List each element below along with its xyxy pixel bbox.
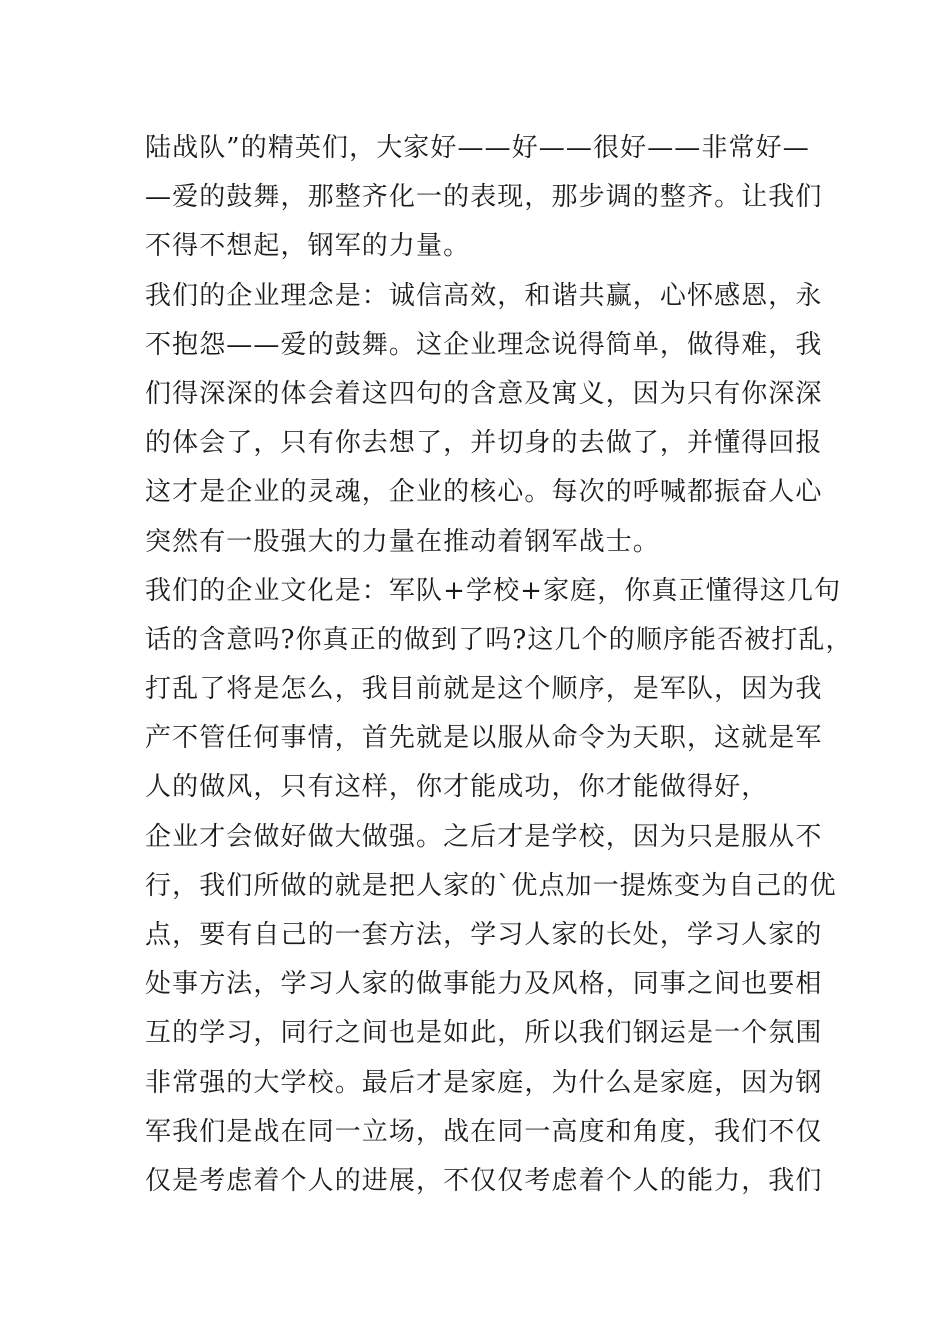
text-line: 我们的企业文化是：军队+学校+家庭，你真正懂得这几句	[145, 575, 842, 606]
text-line: 非常强的大学校。最后才是家庭，为什么是家庭，因为钢	[145, 1067, 823, 1098]
text-line: 突然有一股强大的力量在推动着钢军战士。	[145, 526, 660, 557]
text-line: 人的做风，只有这样，你才能成功，你才能做得好，	[145, 772, 769, 803]
text-line: 产不管任何事情，首先就是以服从命令为天职，这就是军	[145, 723, 823, 754]
text-line: 们得深深的体会着这四句的含意及寓义，因为只有你深深	[145, 378, 823, 409]
text-line: 企业才会做好做大做强。之后才是学校，因为只是服从不	[145, 821, 823, 852]
text-line: 点，要有自己的一套方法，学习人家的长处，学习人家的	[145, 920, 823, 950]
body-text	[145, 124, 853, 1206]
text-line: —爱的鼓舞，那整齐化一的表现，那步调的整齐。让我们	[145, 182, 823, 213]
text-line: 行，我们所做的就是把人家的`优点加一提炼变为自己的优	[145, 870, 837, 901]
text-line: 不抱怨——爱的鼓舞。这企业理念说得简单，做得难，我	[145, 329, 823, 360]
text-line: 不得不想起，钢军的力量。	[145, 231, 471, 262]
text-line: 的体会了，只有你去想了，并切身的去做了，并懂得回报	[145, 428, 823, 459]
text-line: 处事方法，学习人家的做事能力及风格，同事之间也要相	[145, 969, 823, 1000]
text-line: 打乱了将是怎么，我目前就是这个顺序，是军队，因为我	[145, 674, 823, 705]
text-line: 军我们是战在同一立场，战在同一高度和角度，我们不仅	[145, 1116, 823, 1147]
text-line: 话的含意吗?你真正的做到了吗?这几个的顺序能否被打乱，	[145, 624, 853, 655]
text-line: 陆战队”的精英们，大家好——好——很好——非常好—	[145, 133, 810, 163]
text-line: 仅是考虑着个人的进展，不仅仅考虑着个人的能力，我们	[145, 1165, 823, 1196]
text-line: 互的学习，同行之间也是如此，所以我们钢运是一个氛围	[145, 1018, 823, 1049]
text-line: 我们的企业理念是：诚信高效，和谐共赢，心怀感恩，永	[145, 280, 823, 311]
text-line: 这才是企业的灵魂，企业的核心。每次的呼喊都振奋人心	[145, 477, 823, 508]
